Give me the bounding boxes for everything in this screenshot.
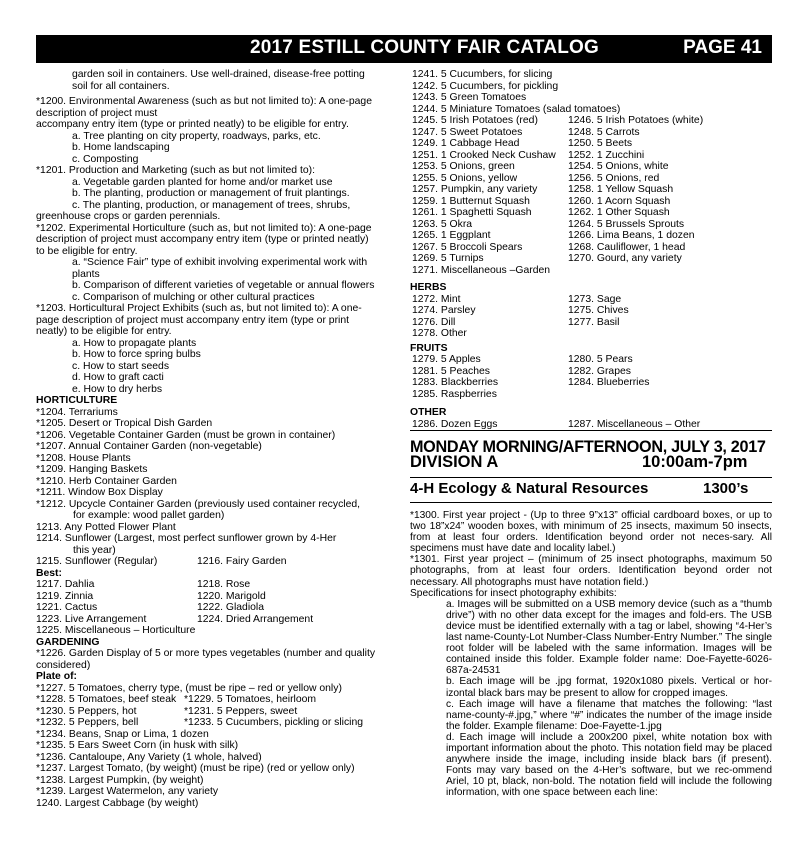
plate-heading: Plate of: [36,671,77,682]
class-entry: *1207. Annual Container Garden (non-vegetable) [36,441,262,452]
section-code: 1300’s [703,480,749,497]
list-item: c. Comparison of mulching or other cultural practices [72,291,315,303]
class-entry: *1226. Garden Display of 5 or more types vegetables (number and quality [36,648,376,659]
page-number: PAGE 41 [683,37,762,58]
text-line: description of project must [36,107,158,119]
text-line: soil for all containers. [72,80,170,92]
text-line: this year) [73,544,116,556]
header-banner [36,35,772,63]
text-line: garden soil in containers. Use well-drained, disease-free potting [72,69,365,80]
class-entry-pair: 1219. Zinnia 1220. Marigold [36,590,266,602]
class-entry: *1237. Largest Tomato, (by weight) (must be ripe) (red or yellow only) [36,763,355,774]
class-entry: *1210. Herb Container Garden [36,475,177,487]
list-item: a. Tree planting on city property, roadways, parks, etc. [72,130,321,142]
right-column [410,69,772,798]
list-item: a. Vegetable garden planted for home and/or market use [72,176,333,188]
text-line: greenhouse crops or garden perennials. [36,211,221,222]
list-item: c. How to start seeds [72,360,170,372]
class-entry: *1235. 5 Ears Sweet Corn (in husk with silk) [36,740,239,751]
spec-a-text: a. Images will be submitted on a USB memory device (such as a “thumb drive”) with no other data except for the images and fold-ers. The USB device must be identified externally with a tag or label, showing “4-Her’s last name-County-Lot Number-Class Number-Entry Number.” The single root folder will be labeled with the same information. Images will be contained inside this folder. Example folder name: Doe-Fayette-6026-687a-24531 [446,598,772,677]
spec-c-text: c. Each image will have a filename that matches the following: “last name-county-#.jpg,” where “#” indicates the number of the image inside the folder. Example filename: Doe-Fayette-1.jpg [446,698,772,732]
class-entry-pair: 1223. Live Arrangement 1224. Dried Arrangement [36,613,314,625]
class-entry-pair: 1267. 5 Broccoli Spears 1268. Cauliflower, 1 head [412,241,686,253]
class-entry: *1202. Experimental Horticulture (such as, but not limited to): A one-page [36,222,372,234]
class-entry: *1203. Horticultural Project Exhibits (such as, but not limited to): A one- [36,303,362,314]
class-1300-text: *1300. First year project - (Up to three 9”x13” official cardboard boxes, or up to two 18”x24” wooden boxes, with minimum of 25 insects, maximum 50 insects, from at least four orders. Identification beyond order not neces-sary. All specimens must have date and locality label.) [410,510,772,555]
fruits-heading: FRUITS [410,342,448,354]
section-title: 4-H Ecology & Natural Resources [410,480,649,497]
class-entry: 1225. Miscellaneous – Horticulture [36,625,196,636]
list-item: b. The planting, production or management of fruit plantings. [72,188,350,199]
text-line: page description of project must accompany entry item (type or print [36,314,350,326]
best-heading: Best: [36,567,62,579]
class-entry-pair: 1253. 5 Onions, green 1254. 5 Onions, white [412,161,669,172]
class-entry: 1278. Other [412,328,467,339]
list-item: b. Comparison of different varieties of vegetable or annual flowers [72,280,375,291]
class-entry: *1205. Desert or Tropical Dish Garden [36,418,213,429]
text-line: to be eligible for entry. [36,245,138,257]
list-item: e. How to dry herbs [72,383,163,395]
class-entry: 1242. 5 Cucumbers, for pickling [412,80,559,92]
class-entry-pair: *1230. 5 Peppers, hot *1231. 5 Peppers, sweet [36,705,298,717]
catalog-title: 2017 ESTILL COUNTY FAIR CATALOG [250,37,599,58]
text-line: plants [72,268,100,280]
class-entry: *1236. Cantaloupe, Any Variety (1 whole, halved) [36,751,262,763]
division-time: 10:00am-7pm [642,453,748,471]
list-item: c. Composting [72,153,139,165]
class-entry-pair: 1279. 5 Apples 1280. 5 Pears [412,354,633,365]
class-entry: 1285. Raspberries [412,388,497,400]
list-item: c. The planting, production, or management of trees, shrubs, [72,199,351,211]
class-entry-pair: *1232. 5 Peppers, bell *1233. 5 Cucumbers, pickling or slicing [36,717,364,728]
text-line: for example: wood pallet garden) [73,510,225,521]
class-1301-text: *1301. First year project – (minimum of 25 insect photographs, maximum 50 photographs, from at least four orders. Identification beyond order not necessary. All photographs must have notation field.) [410,554,772,588]
class-entry: 1240. Largest Cabbage (by weight) [36,797,199,809]
division-label: DIVISION A [410,453,499,471]
class-entry: *1227. 5 Tomatoes, cherry type, (must be ripe – red or yellow only) [36,682,342,694]
class-entry-pair: 1255. 5 Onions, yellow 1256. 5 Onions, red [412,172,660,184]
class-entry-pair: 1261. 1 Spaghetti Squash 1262. 1 Other Squash [412,207,670,218]
class-entry: *1201. Production and Marketing (such as but not limited to): [36,165,315,176]
class-entry-pair: 1263. 5 Okra 1264. 5 Brussels Sprouts [412,218,685,230]
day-heading: MONDAY MORNING/AFTERNOON, JULY 3, 2017 [410,438,766,456]
class-entry-pair: 1247. 5 Sweet Potatoes 1248. 5 Carrots [412,126,640,138]
spec-b-text: b. Each image will be .jpg format, 1920x1080 pixels. Vertical or hor-izontal black bars may be present to allow for cropped images. [446,676,772,699]
class-entry: *1234. Beans, Snap or Lima, 1 dozen [36,728,209,740]
class-entry-pair: 1257. Pumpkin, any variety 1258. 1 Yellow Squash [412,184,674,195]
section-heading [410,480,772,502]
class-entry-pair: 1286. Dozen Eggs 1287. Miscellaneous – Other [412,418,701,430]
text-line: considered) [36,659,91,671]
class-entry-pair: 1245. 5 Irish Potatoes (red) 1246. 5 Irish Potatoes (white) [412,115,704,126]
class-entry: *1239. Largest Watermelon, any variety [36,786,219,797]
class-entry-pair: 1274. Parsley 1275. Chives [412,305,629,316]
class-entry: 1214. Sunflower (Largest, most perfect sunflower grown by 4-Her [36,533,337,544]
class-entry: *1206. Vegetable Container Garden (must be grown in container) [36,429,336,441]
class-entry: *1212. Upcycle Container Garden (previously used container recycled, [36,498,361,510]
class-entry: 1271. Miscellaneous –Garden [412,264,551,276]
class-entry-pair: 1283. Blackberries 1284. Blueberries [412,377,650,388]
class-entry-pair: 1272. Mint 1273. Sage [412,293,622,305]
class-entry-pair: 1276. Dill 1277. Basil [412,316,620,328]
text-line: accompany entry item (type or printed neatly) to be eligible for entry. [36,119,349,130]
text-line: description of project must accompany entry item (type or printed neatly) [36,234,369,245]
list-item: d. How to graft cacti [72,372,164,383]
list-item: b. How to force spring bulbs [72,349,201,360]
text-line: neatly) to be eligible for entry. [36,326,172,337]
class-entry: 1213. Any Potted Flower Plant [36,521,176,533]
horticulture-heading: HORTICULTURE [36,395,118,406]
class-entry: *1211. Window Box Display [36,487,163,498]
gardening-heading: GARDENING [36,636,100,648]
list-item: a. How to propagate plants [72,337,197,349]
division-row [410,453,772,477]
other-heading: OTHER [410,407,447,418]
class-entry-pair: 1251. 1 Crooked Neck Cushaw 1252. 1 Zucchini [412,149,645,161]
class-entry: *1209. Hanging Baskets [36,464,148,475]
spec-d-text: d. Each image will include a 200x200 pixel, white notation box with important information about the photo. This notation field may be placed anywhere inside the image, including inside black bars (if present). Fonts may vary based on the 4-Her’s software, but we rec-ommend Ariel, 10 pt, black, non-bold. The notation field will include the following information, with one space between each line: [446,731,772,799]
class-entry: *1200. Environmental Awareness (such as but not limited to): A one-page [36,96,372,107]
class-entry: *1238. Largest Pumpkin, (by weight) [36,774,204,786]
class-entry: 1244. 5 Miniature Tomatoes (salad tomatoes) [412,103,621,115]
list-item: b. Home landscaping [72,142,170,153]
class-entry-pair: 1217. Dahlia 1218. Rose [36,579,251,590]
specifications-heading: Specifications for insect photography exhibits: [410,587,617,599]
class-entry-pair: 1269. 5 Turnips 1270. Gourd, any variety [412,253,682,264]
list-item: a. “Science Fair” type of exhibit involving experimental work with [72,257,368,268]
class-entry-pair: 1281. 5 Peaches 1282. Grapes [412,365,631,377]
class-entry: *1208. House Plants [36,452,131,464]
left-column [36,69,401,809]
class-entry: 1243. 5 Green Tomatoes [412,92,527,103]
divider [410,430,772,438]
class-entry-pair: 1215. Sunflower (Regular) 1216. Fairy Garden [36,556,287,567]
class-entry: 1241. 5 Cucumbers, for slicing [412,69,553,80]
class-entry-pair: 1221. Cactus 1222. Gladiola [36,602,265,613]
divider [410,502,772,510]
class-entry-pair: *1228. 5 Tomatoes, beef steak *1229. 5 Tomatoes, heirloom [36,694,317,705]
class-entry-pair: 1259. 1 Butternut Squash 1260. 1 Acorn Squash [412,195,671,207]
herbs-heading: HERBS [410,282,447,293]
class-entry-pair: 1249. 1 Cabbage Head 1250. 5 Beets [412,138,633,149]
class-entry-pair: 1265. 1 Eggplant 1266. Lima Beans, 1 dozen [412,230,695,241]
class-entry: *1204. Terrariums [36,406,118,418]
